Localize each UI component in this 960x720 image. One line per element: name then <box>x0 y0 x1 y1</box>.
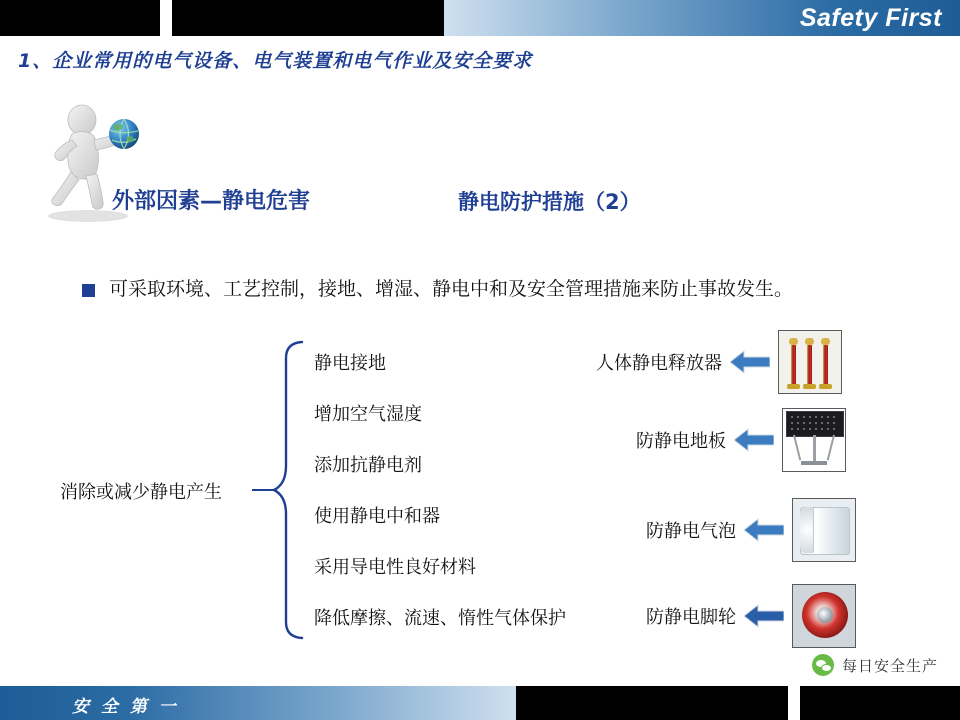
antistatic-floor-thumbnail <box>782 408 846 472</box>
bottom-banner-black-segment-mid <box>516 686 788 720</box>
product-row <box>646 502 856 558</box>
antistatic-bubble-wrap-thumbnail <box>792 498 856 562</box>
product-label: 人体静电释放器 <box>596 353 722 374</box>
subtitle-external-factor: 外部因素—静电危害 <box>112 189 311 214</box>
product-row <box>646 588 856 644</box>
list-item: 降低摩擦、流速、惰性气体保护 <box>314 608 566 629</box>
product-row <box>596 334 842 390</box>
footer-title: 安 全 第 一 <box>72 697 179 717</box>
wechat-watermark <box>812 654 938 676</box>
list-item: 使用静电中和器 <box>314 506 440 527</box>
product-label: 防静电气泡 <box>646 521 736 542</box>
top-banner-black-segment-left <box>0 0 160 36</box>
product-row <box>636 412 846 468</box>
brace-connector-line <box>252 489 274 491</box>
top-banner-white-gap <box>160 0 172 36</box>
bottom-banner-black-segment-right <box>800 686 960 720</box>
product-label: 防静电脚轮 <box>646 607 736 628</box>
list-item: 增加空气湿度 <box>314 404 422 425</box>
bottom-banner-white-gap <box>788 686 800 720</box>
antistatic-caster-thumbnail <box>792 584 856 648</box>
list-item: 采用导电性良好材料 <box>314 557 476 578</box>
subtitle-protection-measures: 静电防护措施（2） <box>458 190 641 214</box>
wechat-icon <box>812 654 834 676</box>
list-item: 添加抗静电剂 <box>314 455 422 476</box>
bullet-row <box>82 278 793 301</box>
top-banner-black-segment-mid <box>172 0 444 36</box>
top-banner <box>0 0 960 36</box>
arrow-left-icon <box>730 349 770 375</box>
arrow-left-icon <box>734 427 774 453</box>
bottom-banner <box>0 686 960 720</box>
section-heading: 1、企业常用的电气设备、电气装置和电气作业及安全要求 <box>18 50 533 72</box>
arrow-left-icon <box>744 603 784 629</box>
stanchion-thumbnail <box>778 330 842 394</box>
wechat-account-name: 每日安全生产 <box>841 656 938 675</box>
product-label: 防静电地板 <box>636 431 726 452</box>
arrow-left-icon <box>744 517 784 543</box>
bullet-square-icon <box>82 284 95 297</box>
list-item: 静电接地 <box>314 353 386 374</box>
brace-label: 消除或减少静电产生 <box>60 482 222 503</box>
banner-title: Safety First <box>799 4 942 32</box>
bullet-text: 可采取环境、工艺控制，接地、增湿、静电中和及安全管理措施来防止事故发生。 <box>109 278 794 300</box>
curly-brace-icon <box>272 338 306 647</box>
